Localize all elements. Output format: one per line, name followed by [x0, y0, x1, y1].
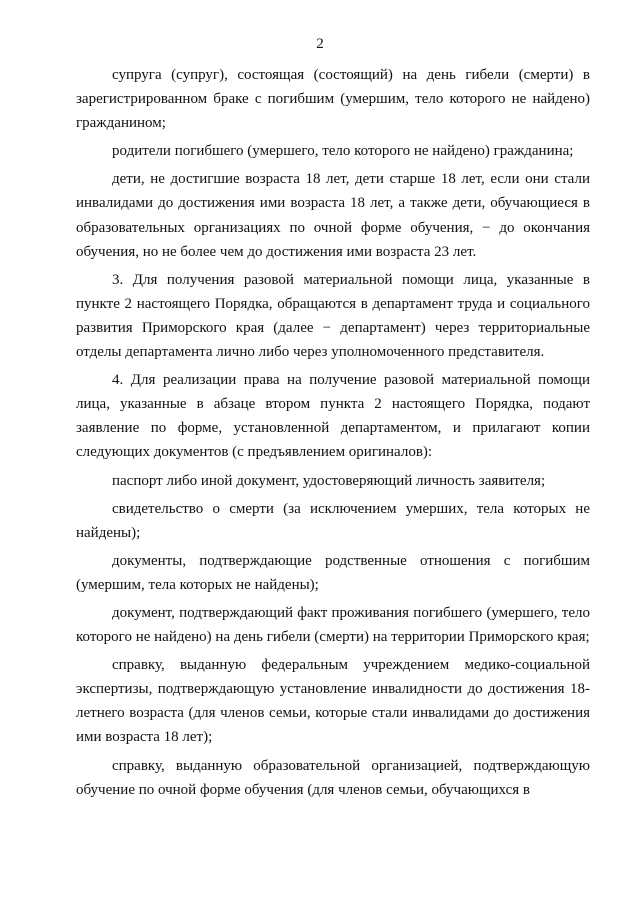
paragraph-disability-certificate: справку, выданную федеральным учреждением медико-социальной экспертизы, подтверждающую установление инвалидности до достижения 18-летнего возраста (для членов семьи, которые стали инвалидами до достижения ими возраста 18 лет); — [76, 657, 590, 746]
paragraph-parents: родители погибшего (умершего, тело которого не найдено) гражданина; — [112, 143, 574, 160]
paragraph-education-certificate: справку, выданную образовательной организацией, подтверждающую обучение по очной форме обучения (для членов семьи, обучающихся в — [76, 757, 590, 798]
paragraph-death-certificate: свидетельство о смерти (за исключением умерших, тела которых не найдены); — [76, 500, 590, 541]
paragraph-residence-document: документ, подтверждающий факт проживания погибшего (умершего, тело которого не найдено) на день гибели (смерти) на территории Приморского края; — [76, 604, 590, 646]
paragraph-kinship-documents: документы, подтверждающие родственные отношения с погибшим (умершим, тела которых не найдены); — [76, 552, 590, 593]
paragraph-children: дети, не достигшие возраста 18 лет, дети старше 18 лет, если они стали инвалидами до достижения ими возраста 18 лет, а также дети, обучающиеся в образовательных организациях по очной форме обучения, − до окончания обучения, но не более чем до достижения ими возраста 23 лет. — [76, 171, 590, 260]
paragraph-spouse: супруга (супруг), состоящая (состоящий) на день гибели (смерти) в зарегистрированном браке с погибшим (умершим, тело которого не найдено) гражданином; — [76, 67, 590, 132]
document-body — [76, 63, 590, 802]
paragraph-passport: паспорт либо иной документ, удостоверяющий личность заявителя; — [112, 472, 546, 489]
paragraph-item-3: 3. Для получения разовой материальной помощи лица, указанные в пункте 2 настоящего Порядка, обращаются в департамент труда и социального развития Приморского края (далее − департамент) через территориальные отделы департамента лично либо через уполномоченного представителя. — [76, 271, 590, 361]
paragraph-item-4: 4. Для реализации права на получение разовой материальной помощи лица, указанные в абзаце втором пункта 2 настоящего Порядка, подают заявление по форме, установленной департаментом, и прилагают копии следующих документов (с предъявлением оригиналов): — [76, 372, 590, 461]
page-number: 2 — [316, 36, 324, 52]
